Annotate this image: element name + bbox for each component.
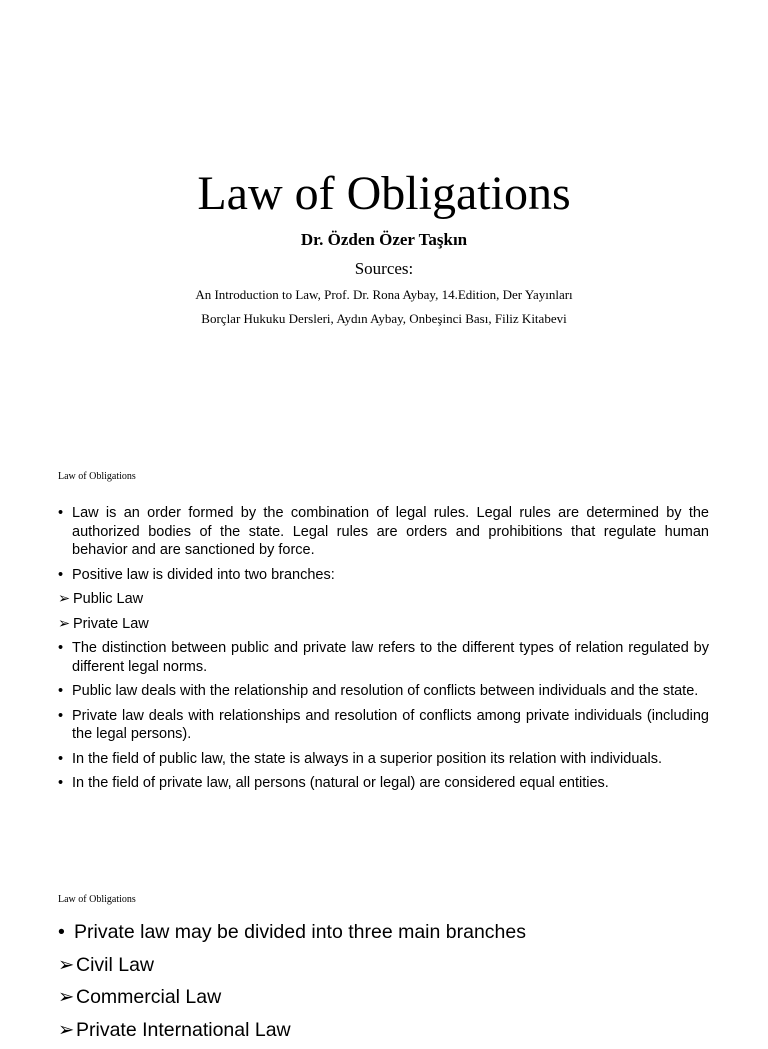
title-slide [0, 0, 768, 440]
bullet-icon: • [58, 683, 64, 699]
arrow-bullet-icon: ➢ [58, 615, 71, 632]
list-item [58, 774, 709, 793]
list-item-text: Private law may be divided into three main branches [74, 921, 526, 943]
bullet-icon: • [58, 750, 64, 767]
list-item [58, 639, 709, 676]
bullet-icon: • [58, 775, 64, 791]
arrow-bullet-icon: ➢ [58, 591, 71, 607]
content-slide-private-law-branches [0, 870, 768, 1041]
bullet-list [58, 919, 709, 1049]
arrow-bullet-icon: ➢ [58, 986, 75, 1008]
list-item [58, 566, 709, 585]
list-item [58, 615, 709, 634]
content-slide-public-private-law [0, 440, 768, 870]
list-item [58, 504, 709, 560]
arrow-bullet-icon: ➢ [58, 1018, 75, 1041]
list-item-text: Public law deals with the relationship and resolution of conflicts between individuals and the state. [72, 683, 699, 699]
list-item-text: The distinction between public and private law refers to the different types of relation regulated by different legal norms. [72, 640, 709, 675]
list-item-text: In the field of public law, the state is always in a superior position its relation with individuals. [72, 750, 662, 767]
list-item-text: In the field of private law, all persons (natural or legal) are considered equal entities. [72, 775, 609, 791]
sources-label: Sources: [354, 259, 414, 278]
list-item-text: Private law deals with relationships and resolution of conflicts among private individuals (including the legal persons). [72, 707, 709, 742]
list-item [58, 984, 709, 1010]
list-item-text: Private Law [73, 615, 149, 632]
author-name: Dr. Özden Özer Taşkın [300, 230, 468, 249]
list-item [58, 682, 709, 701]
bullet-icon: • [58, 566, 64, 583]
source-citation: An Introduction to Law, Prof. Dr. Rona Aybay, 14.Edition, Der Yayınları [195, 287, 573, 302]
bullet-list [58, 504, 709, 799]
list-item-text: Private International Law [76, 1018, 291, 1041]
list-item [58, 1017, 709, 1043]
bullet-icon: • [58, 640, 64, 656]
bullet-icon: • [58, 921, 65, 943]
list-item [58, 590, 709, 609]
list-item [58, 707, 709, 744]
slide-header: Law of Obligations [58, 471, 136, 482]
source-citation: Borçlar Hukuku Dersleri, Aydın Aybay, Onbeşinci Bası, Filiz Kitabevi [201, 311, 567, 326]
list-item-text: Civil Law [76, 953, 155, 976]
list-item [58, 952, 709, 978]
arrow-bullet-icon: ➢ [58, 953, 75, 976]
slide-header: Law of Obligations [58, 894, 136, 905]
list-item-text: Law is an order formed by the combination of legal rules. Legal rules are determined by the authorized bodies of the state. Legal rules are orders and prohibitions that regulate human behavior and are sanctioned by force. [72, 505, 709, 558]
bullet-icon: • [58, 707, 64, 724]
slide-title: Law of Obligations [197, 167, 571, 220]
list-item-text: Public Law [73, 591, 144, 607]
list-item [58, 919, 709, 945]
list-item-text: Positive law is divided into two branches: [72, 566, 335, 583]
bullet-icon: • [58, 505, 64, 521]
list-item [58, 750, 709, 769]
list-item-text: Commercial Law [76, 986, 222, 1008]
